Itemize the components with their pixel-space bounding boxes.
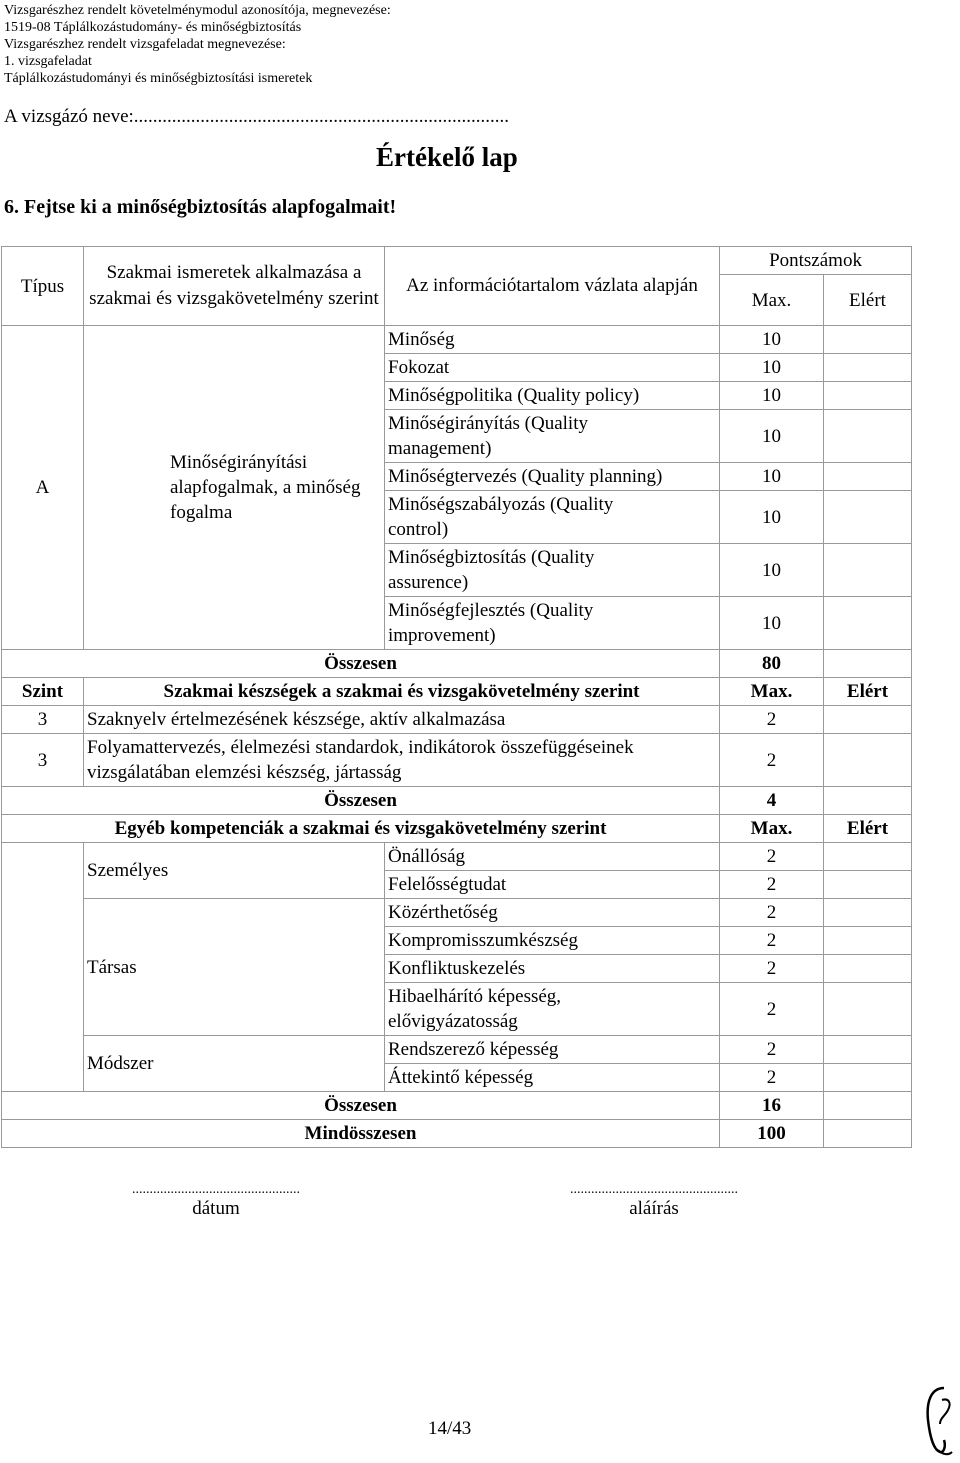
table-row (2, 734, 912, 787)
col-header-tipus: Típus (2, 247, 84, 326)
competency-score[interactable] (824, 1036, 912, 1064)
competency-max: 2 (720, 927, 824, 955)
col-header-szint: Szint (2, 678, 84, 706)
criterion-label: Minőség (385, 326, 720, 354)
skills-col-max: Max. (720, 678, 824, 706)
criterion-label: Minőségszabályozás (Quality control) (385, 491, 720, 544)
criterion-max: 10 (720, 491, 824, 544)
other-heading: Egyéb kompetenciák a szakmai és vizsgakövetelmény szerint (2, 815, 720, 843)
criterion-score[interactable] (824, 382, 912, 410)
competency-group: Személyes (84, 843, 385, 899)
competency-max: 2 (720, 955, 824, 983)
skill-score[interactable] (824, 734, 912, 787)
evaluation-table (1, 246, 912, 1148)
criterion-max: 10 (720, 382, 824, 410)
criterion-max: 10 (720, 410, 824, 463)
header-line-2: 1519-08 Táplálkozástudomány- és minőségbiztosítás (4, 20, 302, 35)
criterion-score[interactable] (824, 326, 912, 354)
criterion-score[interactable] (824, 354, 912, 382)
examinee-name-line: A vizsgázó neve:............................................................................... (4, 106, 510, 127)
criterion-max: 10 (720, 463, 824, 491)
skill-level: 3 (2, 734, 84, 787)
table-row (2, 1036, 912, 1064)
skill-label: Szaknyelv értelmezésének készsége, aktív alkalmazása (84, 706, 720, 734)
criterion-label: Minőségfejlesztés (Quality improvement) (385, 597, 720, 650)
other-total-row (2, 1092, 912, 1120)
criterion-label: Minőségirányítás (Quality management) (385, 410, 720, 463)
criterion-label: Fokozat (385, 354, 720, 382)
date-dots: ................................................ (132, 1182, 300, 1197)
competency-label: Felelősségtudat (385, 871, 720, 899)
skills-col-elert: Elért (824, 678, 912, 706)
other-total-score[interactable] (824, 1092, 912, 1120)
header-line-3: Vizsgarészhez rendelt vizsgafeladat megnevezése: (4, 37, 286, 52)
other-col-elert: Elért (824, 815, 912, 843)
skills-heading: Szakmai készségek a szakmai és vizsgakövetelmény szerint (84, 678, 720, 706)
competency-label: Áttekintő képesség (385, 1064, 720, 1092)
skill-max: 2 (720, 706, 824, 734)
other-total-max: 16 (720, 1092, 824, 1120)
skill-level: 3 (2, 706, 84, 734)
header-line-1: Vizsgarészhez rendelt követelménymodul azonosítója, megnevezése: (4, 3, 391, 18)
section-total-label: Összesen (2, 650, 720, 678)
competency-max: 2 (720, 1036, 824, 1064)
skills-total-label: Összesen (2, 787, 720, 815)
criterion-max: 10 (720, 326, 824, 354)
criterion-score[interactable] (824, 410, 912, 463)
skills-total-max: 4 (720, 787, 824, 815)
competency-score[interactable] (824, 927, 912, 955)
criterion-score[interactable] (824, 544, 912, 597)
grand-total-max: 100 (720, 1120, 824, 1148)
header-line-4: 1. vizsgafeladat (4, 54, 92, 69)
skill-label: Folyamattervezés, élelmezési standardok, indikátorok összefüggéseinek vizsgálatában elemzési készség, jártasság (84, 734, 720, 787)
col-header-pontszamok: Pontszámok (720, 247, 912, 275)
header-line-5: Táplálkozástudományi és minőségbiztosítási ismeretek (4, 71, 313, 86)
competency-label: Konfliktuskezelés (385, 955, 720, 983)
grand-total-label: Mindösszesen (2, 1120, 720, 1148)
competency-max: 2 (720, 899, 824, 927)
criterion-score[interactable] (824, 463, 912, 491)
skill-max: 2 (720, 734, 824, 787)
criterion-score[interactable] (824, 597, 912, 650)
task-title: 6. Fejtse ki a minőségbiztosítás alapfogalmait! (4, 196, 397, 218)
competency-label: Kompromisszumkészség (385, 927, 720, 955)
sign-signature-block (524, 1182, 784, 1220)
grand-total-score[interactable] (824, 1120, 912, 1148)
competency-score[interactable] (824, 843, 912, 871)
competency-score[interactable] (824, 983, 912, 1036)
date-signature-block (86, 1182, 346, 1220)
criterion-label: Minőségtervezés (Quality planning) (385, 463, 720, 491)
col-header-szakmai: Szakmai ismeretek alkalmazása a szakmai és vizsgakövetelmény szerint (84, 247, 385, 326)
section-total-score[interactable] (824, 650, 912, 678)
other-col-max: Max. (720, 815, 824, 843)
col-header-elert: Elért (824, 275, 912, 326)
page-number: 14/43 (428, 1418, 472, 1439)
date-label: dátum (192, 1198, 240, 1219)
criterion-label: Minőségbiztosítás (Quality assurence) (385, 544, 720, 597)
competency-max: 2 (720, 1064, 824, 1092)
criterion-max: 10 (720, 354, 824, 382)
criterion-score[interactable] (824, 491, 912, 544)
skill-score[interactable] (824, 706, 912, 734)
competency-score[interactable] (824, 1064, 912, 1092)
blank-cell (2, 843, 84, 1092)
sign-dots: ................................................ (570, 1182, 738, 1197)
col-header-max: Max. (720, 275, 824, 326)
table-row (2, 706, 912, 734)
page-title: Értékelő lap (376, 142, 518, 172)
competency-group: Társas (84, 899, 385, 1036)
competency-score[interactable] (824, 955, 912, 983)
col-header-vazlat: Az információtartalom vázlata alapján (385, 247, 720, 326)
competency-max: 2 (720, 843, 824, 871)
competency-score[interactable] (824, 899, 912, 927)
table-row (2, 843, 912, 871)
skills-total-row (2, 787, 912, 815)
table-row (2, 326, 912, 354)
criterion-label: Minőségpolitika (Quality policy) (385, 382, 720, 410)
grand-total-row (2, 1120, 912, 1148)
competency-label: Önállóság (385, 843, 720, 871)
handwritten-mark-icon (918, 1380, 958, 1460)
section-total-max: 80 (720, 650, 824, 678)
section-topic: Minőségirányítási alapfogalmak, a minőség fogalma (84, 326, 385, 650)
table-row (2, 899, 912, 927)
competency-label: Rendszerező képesség (385, 1036, 720, 1064)
competency-max: 2 (720, 871, 824, 899)
competency-label: Hibaelhárító képesség, elővigyázatosság (385, 983, 720, 1036)
other-total-label: Összesen (2, 1092, 720, 1120)
competency-group: Módszer (84, 1036, 385, 1092)
competency-score[interactable] (824, 871, 912, 899)
criterion-max: 10 (720, 544, 824, 597)
section-total-row (2, 650, 912, 678)
section-type: A (2, 326, 84, 650)
competency-max: 2 (720, 983, 824, 1036)
competency-label: Közérthetőség (385, 899, 720, 927)
skills-total-score[interactable] (824, 787, 912, 815)
sign-label: aláírás (629, 1198, 679, 1219)
criterion-max: 10 (720, 597, 824, 650)
